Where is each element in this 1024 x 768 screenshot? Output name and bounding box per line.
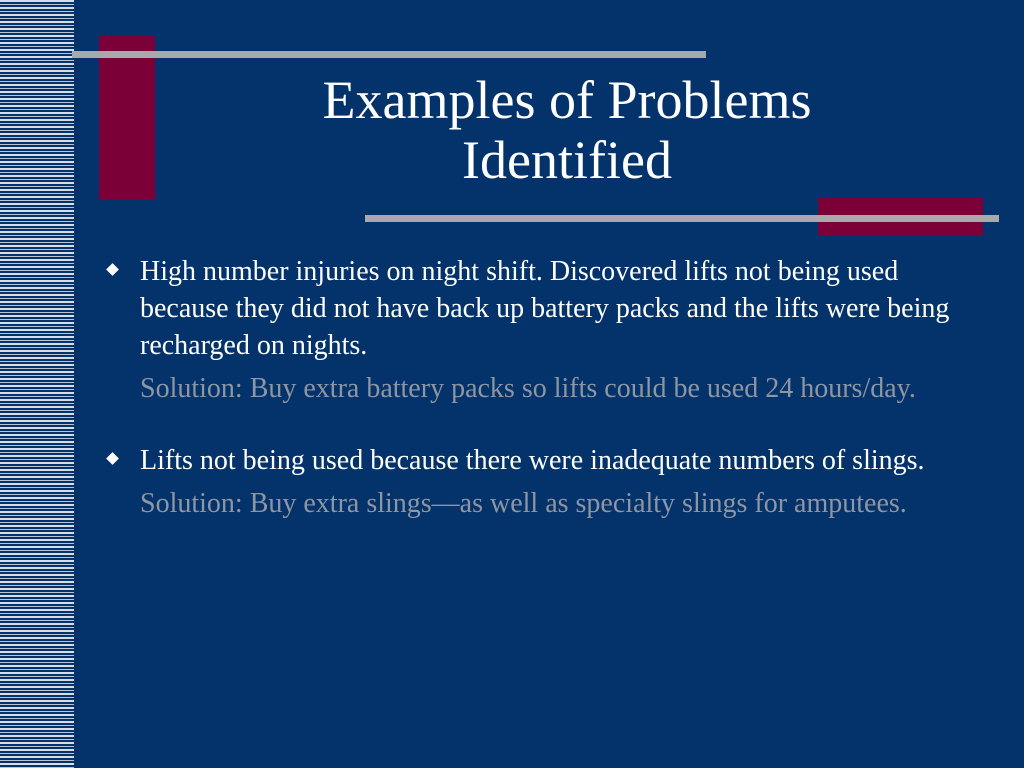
- slide-title-line-1: Examples of Problems: [322, 70, 812, 130]
- slide-title-line-2: Identified: [462, 130, 672, 190]
- bullet-item: [100, 253, 980, 407]
- decorative-red-block-left: [99, 36, 155, 199]
- diamond-bullet-icon: [106, 452, 119, 465]
- decorative-gray-line-top: [72, 51, 706, 58]
- bullet-text: Lifts not being used because there were inadequate numbers of slings.: [140, 445, 925, 476]
- decorative-gray-line-bottom: [365, 215, 999, 222]
- slide-body: [100, 253, 980, 522]
- bullet-solution: Solution: Buy extra slings—as well as specialty slings for amputees.: [140, 488, 907, 519]
- bullet-text: High number injuries on night shift. Discovered lifts not being used because they did not have back up battery packs and the lifts were being recharged on nights.: [140, 256, 950, 361]
- striped-margin-edge: [74, 0, 76, 768]
- slide-title: [200, 70, 934, 190]
- diamond-bullet-icon: [106, 263, 119, 276]
- bullet-solution: Solution: Buy extra battery packs so lifts could be used 24 hours/day.: [140, 373, 916, 404]
- striped-margin: [0, 0, 74, 768]
- bullet-item: [100, 442, 980, 522]
